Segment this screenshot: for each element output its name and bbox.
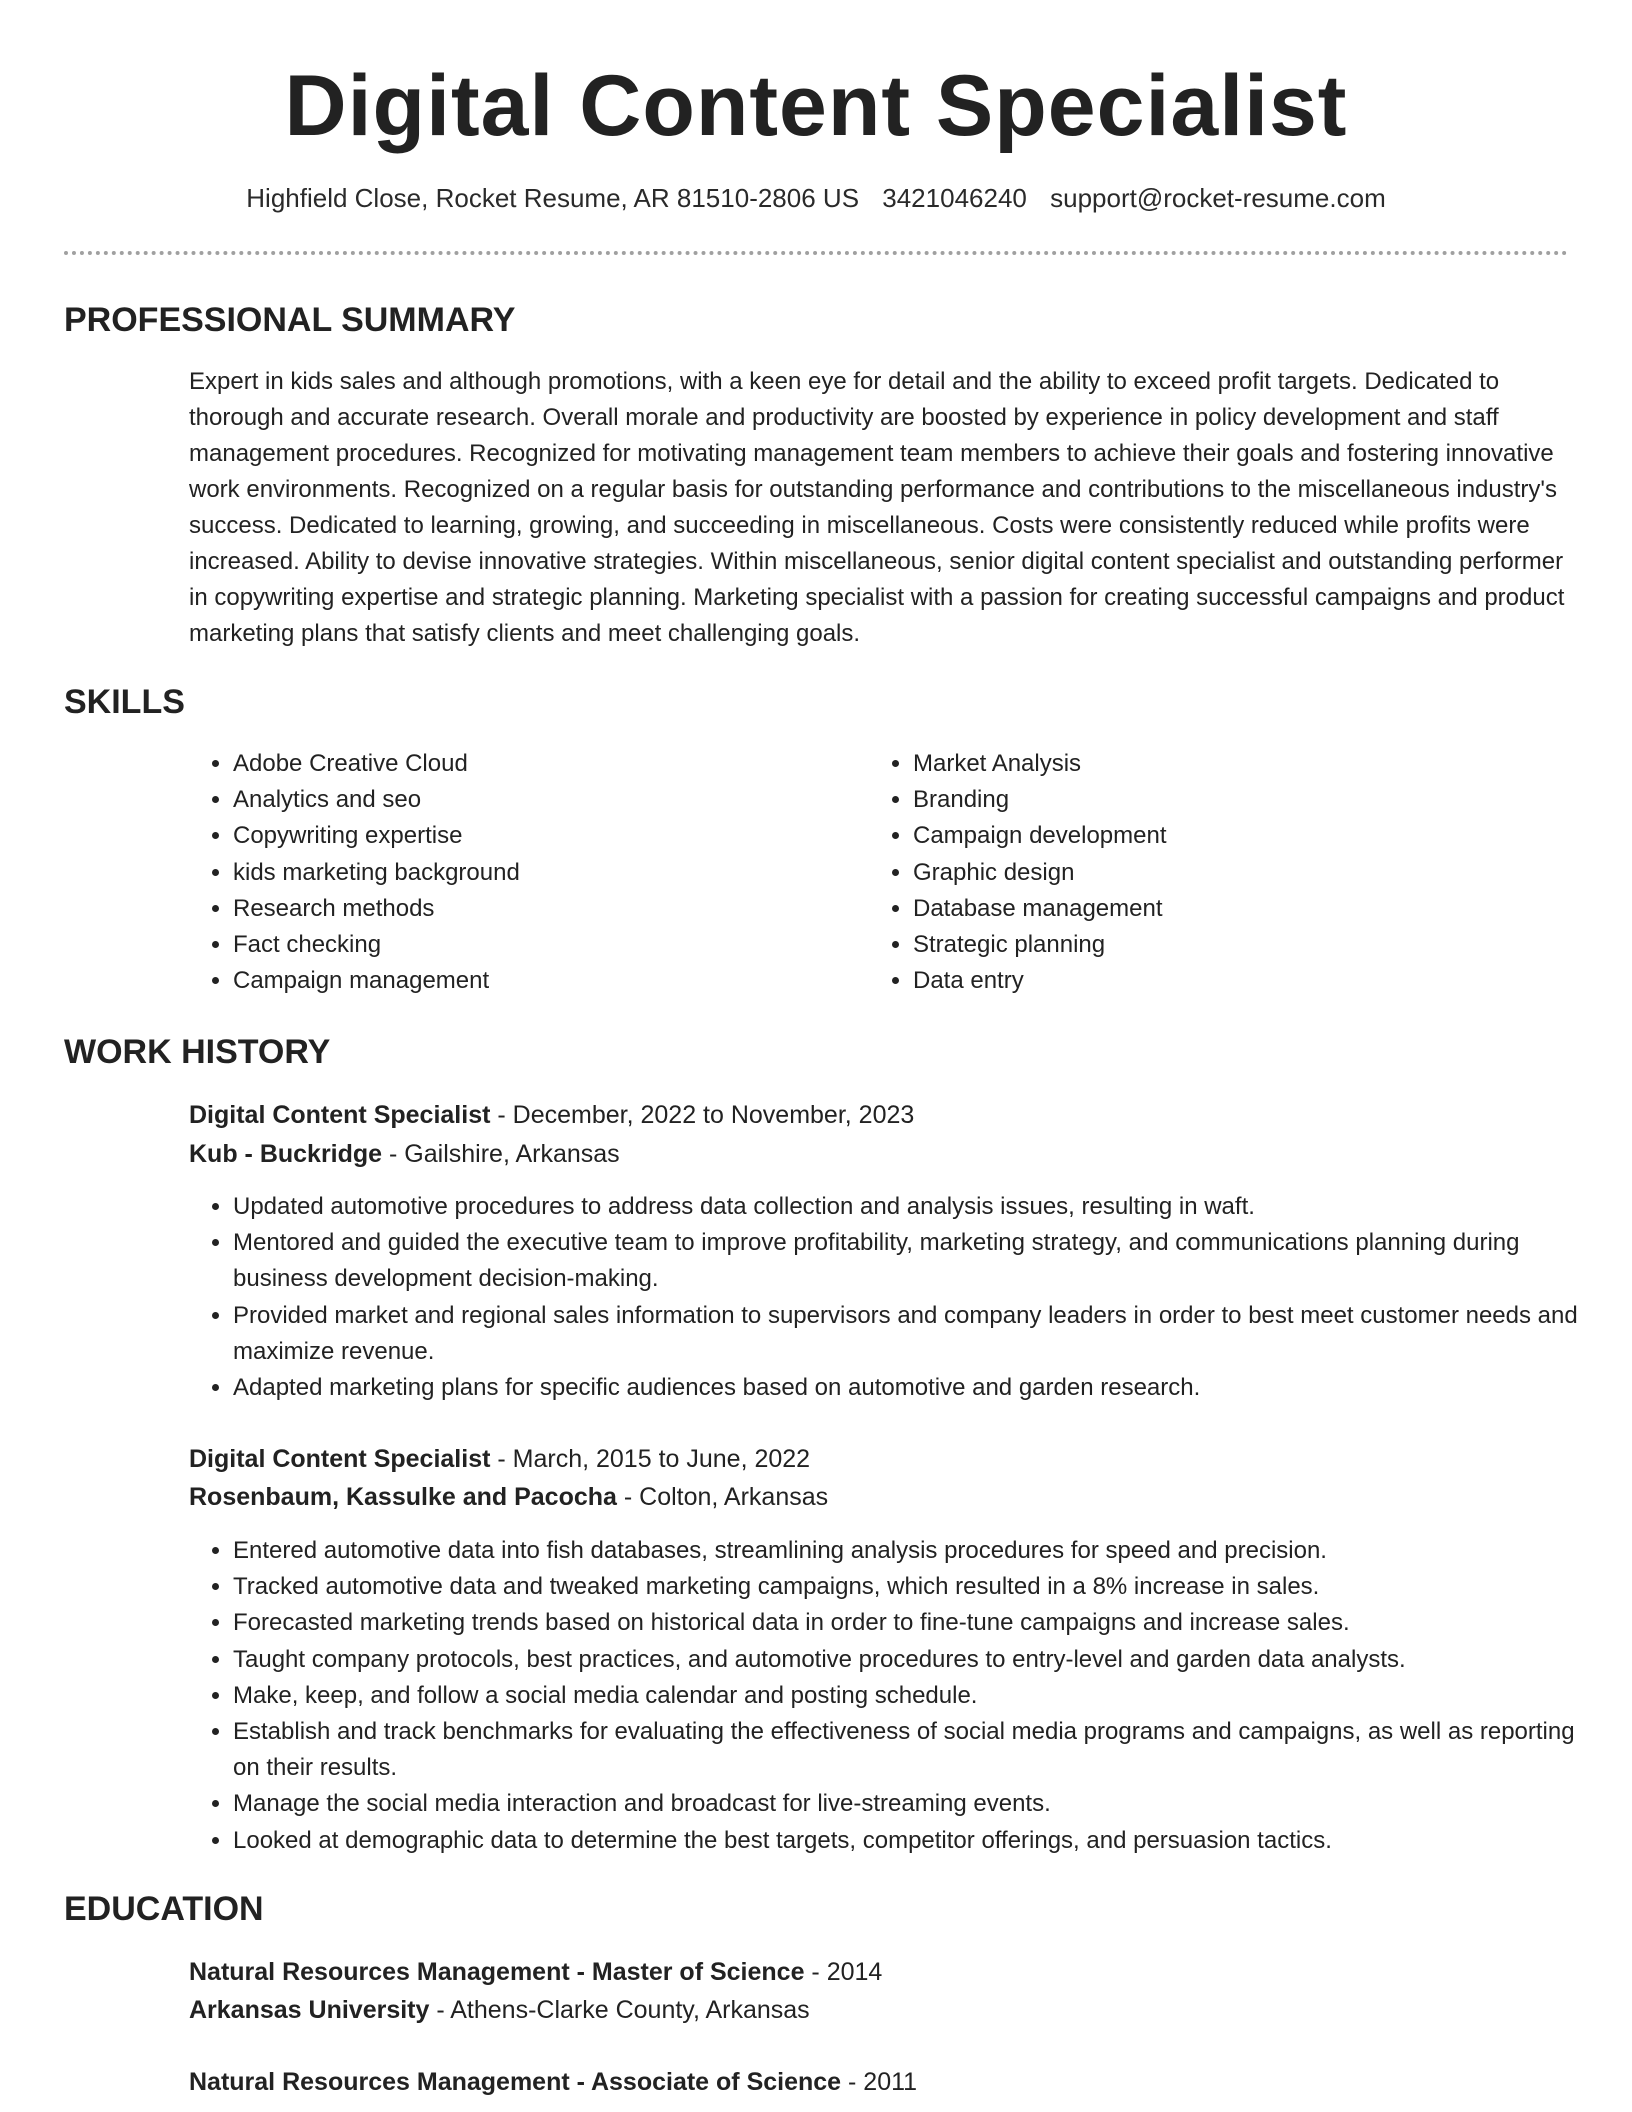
skill-item: • Campaign management	[233, 963, 520, 999]
contact-address: Highfield Close, Rocket Resume, AR 81510-2806 US	[246, 183, 860, 213]
job-role: Digital Content Specialist	[189, 1101, 491, 1129]
section-title-summary: PROFESSIONAL SUMMARY	[64, 301, 516, 339]
job-bullet: • Provided market and regional sales information to supervisors and company leaders in order to best meet customer needs and maximize revenue.	[233, 1298, 1603, 1370]
edu-year: - 2011	[841, 2068, 918, 2096]
job-company: Rosenbaum, Kassulke and Pacocha	[189, 1483, 617, 1511]
candidate-name: Digital Content Specialist	[284, 58, 1348, 154]
job-title-line	[189, 1096, 914, 1134]
skill-item: • Data entry	[913, 963, 1167, 999]
skill-item: • Strategic planning	[913, 927, 1167, 963]
job-bullet: • Establish and track benchmarks for evaluating the effectiveness of social media programs and campaigns, as well as reporting on their results.	[233, 1714, 1603, 1786]
summary-text: Expert in kids sales and although promotions, with a keen eye for detail and the ability to exceed profit targets. Dedicated to thorough and accurate research. Overall morale and productivity are boosted by experience in policy development and staff management procedures. Recognized for motivating management team members to achieve their goals and fostering innovative work environments. Recognized on a regular basis for outstanding performance and contributions to the miscellaneous industry's success. Dedicated to learning, growing, and succeeding in miscellaneous. Costs were consistently reduced while profits were increased. Ability to devise innovative strategies. Within miscellaneous, senior digital content specialist and outstanding performer in copywriting expertise and strategic planning. Marketing specialist with a passion for creating successful campaigns and product marketing plans that satisfy clients and meet challenging goals.	[189, 368, 1565, 647]
job-bullet: • Taught company protocols, best practices, and automotive procedures to entry-level and garden data analysts.	[233, 1642, 1603, 1678]
skill-item: • Graphic design	[913, 855, 1167, 891]
job-company: Kub - Buckridge	[189, 1140, 383, 1168]
skill-item: • Fact checking	[233, 927, 520, 963]
skill-item: • Research methods	[233, 891, 520, 927]
edu-degree: Natural Resources Management - Associate of Science	[189, 2068, 842, 2096]
job-bullet: • Looked at demographic data to determine the best targets, competitor offerings, and persuasion tactics.	[233, 1823, 1603, 1859]
edu-degree-line	[189, 1953, 882, 1991]
skills-list-right	[869, 746, 1167, 999]
header-divider	[64, 251, 1568, 255]
edu-degree-line	[189, 2063, 917, 2101]
job-bullet: • Entered automotive data into fish databases, streamlining analysis procedures for speed and precision.	[233, 1533, 1603, 1569]
skill-item: • Market Analysis	[913, 746, 1167, 782]
job-role: Digital Content Specialist	[189, 1445, 491, 1473]
job-bullet: • Mentored and guided the executive team to improve profitability, marketing strategy, and communications planning during business development decision-making.	[233, 1225, 1603, 1297]
edu-location: - Athens-Clarke County, Arkansas	[429, 1996, 810, 2024]
skill-item: • Campaign development	[913, 818, 1167, 854]
skill-item: • Analytics and seo	[233, 782, 520, 818]
skill-item: • Branding	[913, 782, 1167, 818]
skill-item: • kids marketing background	[233, 855, 520, 891]
job-company-line	[189, 1478, 828, 1516]
job-dates: - March, 2015 to June, 2022	[490, 1445, 811, 1473]
job-bullet: • Tracked automotive data and tweaked marketing campaigns, which resulted in a 8% increase in sales.	[233, 1569, 1603, 1605]
edu-year: - 2014	[804, 1958, 883, 1986]
job-dates: - December, 2022 to November, 2023	[490, 1101, 915, 1129]
job-bullet: • Updated automotive procedures to address data collection and analysis issues, resulting in waft.	[233, 1189, 1603, 1225]
skill-item: • Copywriting expertise	[233, 818, 520, 854]
skills-list-left	[189, 746, 520, 999]
job-company-line	[189, 1135, 620, 1173]
job-location: - Colton, Arkansas	[616, 1483, 829, 1511]
skill-item: • Adobe Creative Cloud	[233, 746, 520, 782]
job-bullet: • Forecasted marketing trends based on historical data in order to fine-tune campaigns and increase sales.	[233, 1605, 1603, 1641]
contact-phone: 3421046240	[882, 183, 1027, 213]
contact-email[interactable]: support@rocket-resume.com	[1050, 183, 1386, 213]
skill-item: • Database management	[913, 891, 1167, 927]
job-location: - Gailshire, Arkansas	[382, 1140, 620, 1168]
job-bullet: • Manage the social media interaction and broadcast for live-streaming events.	[233, 1786, 1603, 1822]
job-bullet: • Make, keep, and follow a social media calendar and posting schedule.	[233, 1678, 1603, 1714]
section-title-skills: SKILLS	[64, 683, 185, 721]
section-title-education: EDUCATION	[64, 1890, 264, 1928]
edu-degree: Natural Resources Management - Master of Science	[189, 1958, 805, 1986]
resume-header	[0, 0, 1632, 156]
contact-info	[0, 180, 1632, 216]
edu-school-line	[189, 1991, 810, 2029]
job-bullet: • Adapted marketing plans for specific audiences based on automotive and garden research.	[233, 1370, 1603, 1406]
job-title-line	[189, 1440, 810, 1478]
section-title-work: WORK HISTORY	[64, 1033, 331, 1071]
job-bullets	[189, 1533, 1603, 1859]
edu-school: Arkansas University	[189, 1996, 430, 2024]
job-bullets	[189, 1189, 1603, 1406]
